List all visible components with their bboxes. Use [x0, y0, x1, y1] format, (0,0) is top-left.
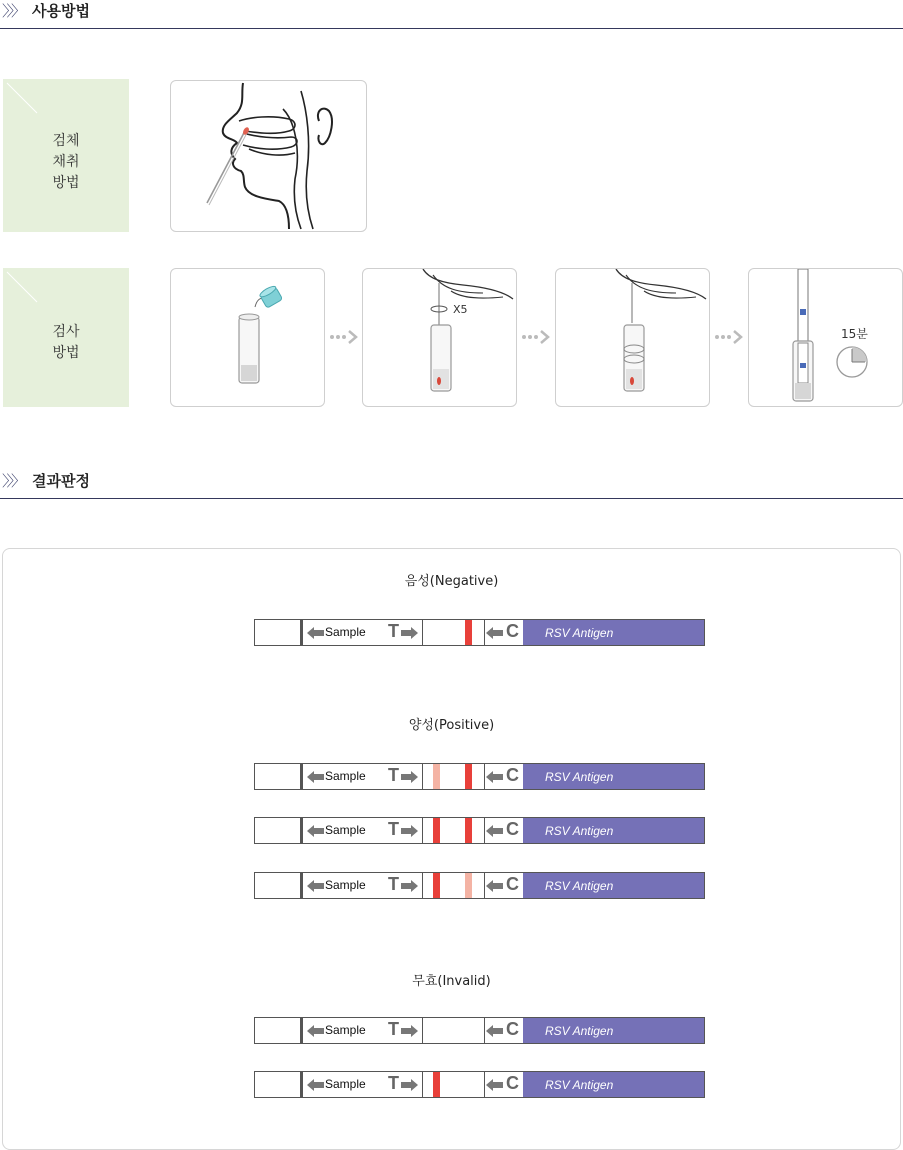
strip-sample-label: Sample [325, 1077, 366, 1091]
strip-product-label: RSV Antigen [545, 1024, 614, 1038]
chevron-icon: 〉〉〉 [2, 472, 24, 490]
strip-sample-label: Sample [325, 1023, 366, 1037]
testing-label-box [3, 268, 129, 407]
left-arrow-icon [486, 1077, 504, 1096]
chevron-icon: 〉〉〉 [2, 2, 24, 20]
strip-t-label: T [388, 1019, 399, 1039]
strip-product-label: RSV Antigen [545, 770, 614, 784]
step-2-panel [362, 268, 517, 407]
collection-label-line-3: 방법 [52, 175, 80, 191]
strip-sample-label: Sample [325, 823, 366, 837]
right-arrow-icon [401, 878, 419, 897]
strip-product-band [523, 1018, 704, 1043]
right-arrow-icon [401, 625, 419, 644]
step-4-panel [748, 268, 903, 407]
c-line [465, 764, 472, 789]
collection-label-line-2: 채취 [52, 154, 80, 170]
strip-c-label: C [506, 621, 519, 641]
strip-t-label: T [388, 621, 399, 641]
test-strip [254, 872, 705, 899]
left-arrow-icon [486, 625, 504, 644]
test-strip [254, 1071, 705, 1098]
nasal-swab-illustration [171, 81, 366, 231]
left-arrow-icon [307, 769, 325, 788]
right-arrow-icon [401, 1077, 419, 1096]
strip-sample-pad-edge [300, 873, 303, 898]
strip-sample-pad-edge [300, 818, 303, 843]
left-arrow-icon [307, 1023, 325, 1042]
negative-title: 음성(Negative) [404, 574, 499, 589]
strip-sample-label: Sample [325, 625, 366, 639]
strip-product-band [523, 818, 704, 843]
strip-c-label: C [506, 819, 519, 839]
strip-window-left-edge [422, 1018, 423, 1043]
strip-t-label: T [388, 819, 399, 839]
strip-window-right-edge [484, 620, 485, 645]
step-1-panel [170, 268, 325, 407]
strip-window-left-edge [422, 873, 423, 898]
strip-c-label: C [506, 874, 519, 894]
strip-product-band [523, 764, 704, 789]
strip-sample-label: Sample [325, 878, 366, 892]
strip-product-band [523, 873, 704, 898]
usage-section-header [0, 0, 903, 29]
c-line [465, 873, 472, 898]
strip-window-left-edge [422, 1072, 423, 1097]
strip-window-right-edge [484, 1018, 485, 1043]
strip-window-right-edge [484, 1072, 485, 1097]
right-arrow-icon [401, 769, 419, 788]
strip-in-tube-timer-icon [749, 269, 902, 406]
strip-window-left-edge [422, 620, 423, 645]
left-arrow-icon [307, 625, 325, 644]
result-section-title: 결과판정 [32, 472, 90, 490]
t-line [433, 764, 440, 789]
squeeze-tube-icon [556, 269, 709, 406]
right-arrow-icon [401, 823, 419, 842]
step-3-panel [555, 268, 710, 407]
test-strip [254, 619, 705, 646]
dotted-arrow-icon [521, 330, 551, 344]
swirl-swab-icon [363, 269, 516, 406]
nasal-swab-illustration-panel [170, 80, 367, 232]
result-section-header [0, 470, 903, 499]
strip-sample-pad-edge [300, 620, 303, 645]
positive-title: 양성(Positive) [408, 718, 495, 733]
strip-c-label: C [506, 765, 519, 785]
left-arrow-icon [307, 823, 325, 842]
open-tube-icon [171, 269, 324, 406]
t-line [433, 818, 440, 843]
usage-section-title: 사용방법 [32, 2, 90, 20]
testing-label-line-1: 검사 [52, 324, 80, 340]
collection-label-line-1: 검체 [52, 133, 80, 149]
testing-label-line-2: 방법 [52, 345, 80, 361]
c-line [465, 818, 472, 843]
strip-product-band [523, 620, 704, 645]
dotted-arrow-icon [329, 330, 359, 344]
collection-label-box [3, 79, 129, 232]
strip-c-label: C [506, 1019, 519, 1039]
t-line [433, 873, 440, 898]
strip-window-right-edge [484, 764, 485, 789]
left-arrow-icon [307, 878, 325, 897]
right-arrow-icon [401, 1023, 419, 1042]
test-strip [254, 763, 705, 790]
strip-product-label: RSV Antigen [545, 626, 614, 640]
t-line [433, 1072, 440, 1097]
left-arrow-icon [486, 823, 504, 842]
strip-window-left-edge [422, 818, 423, 843]
strip-product-label: RSV Antigen [545, 879, 614, 893]
left-arrow-icon [486, 1023, 504, 1042]
strip-window-left-edge [422, 764, 423, 789]
strip-sample-pad-edge [300, 764, 303, 789]
dotted-arrow-icon [714, 330, 744, 344]
strip-c-label: C [506, 1073, 519, 1093]
test-strip [254, 817, 705, 844]
invalid-title: 무효(Invalid) [412, 974, 491, 989]
strip-t-label: T [388, 874, 399, 894]
left-arrow-icon [307, 1077, 325, 1096]
c-line [465, 620, 472, 645]
strip-window-right-edge [484, 873, 485, 898]
left-arrow-icon [486, 878, 504, 897]
left-arrow-icon [486, 769, 504, 788]
strip-sample-pad-edge [300, 1072, 303, 1097]
test-strip [254, 1017, 705, 1044]
strip-t-label: T [388, 765, 399, 785]
timer-label: 15분 [841, 327, 868, 341]
strip-product-label: RSV Antigen [545, 1078, 614, 1092]
stir-count-label: X5 [453, 303, 468, 316]
strip-product-band [523, 1072, 704, 1097]
strip-sample-pad-edge [300, 1018, 303, 1043]
strip-window-right-edge [484, 818, 485, 843]
strip-product-label: RSV Antigen [545, 824, 614, 838]
strip-t-label: T [388, 1073, 399, 1093]
strip-sample-label: Sample [325, 769, 366, 783]
